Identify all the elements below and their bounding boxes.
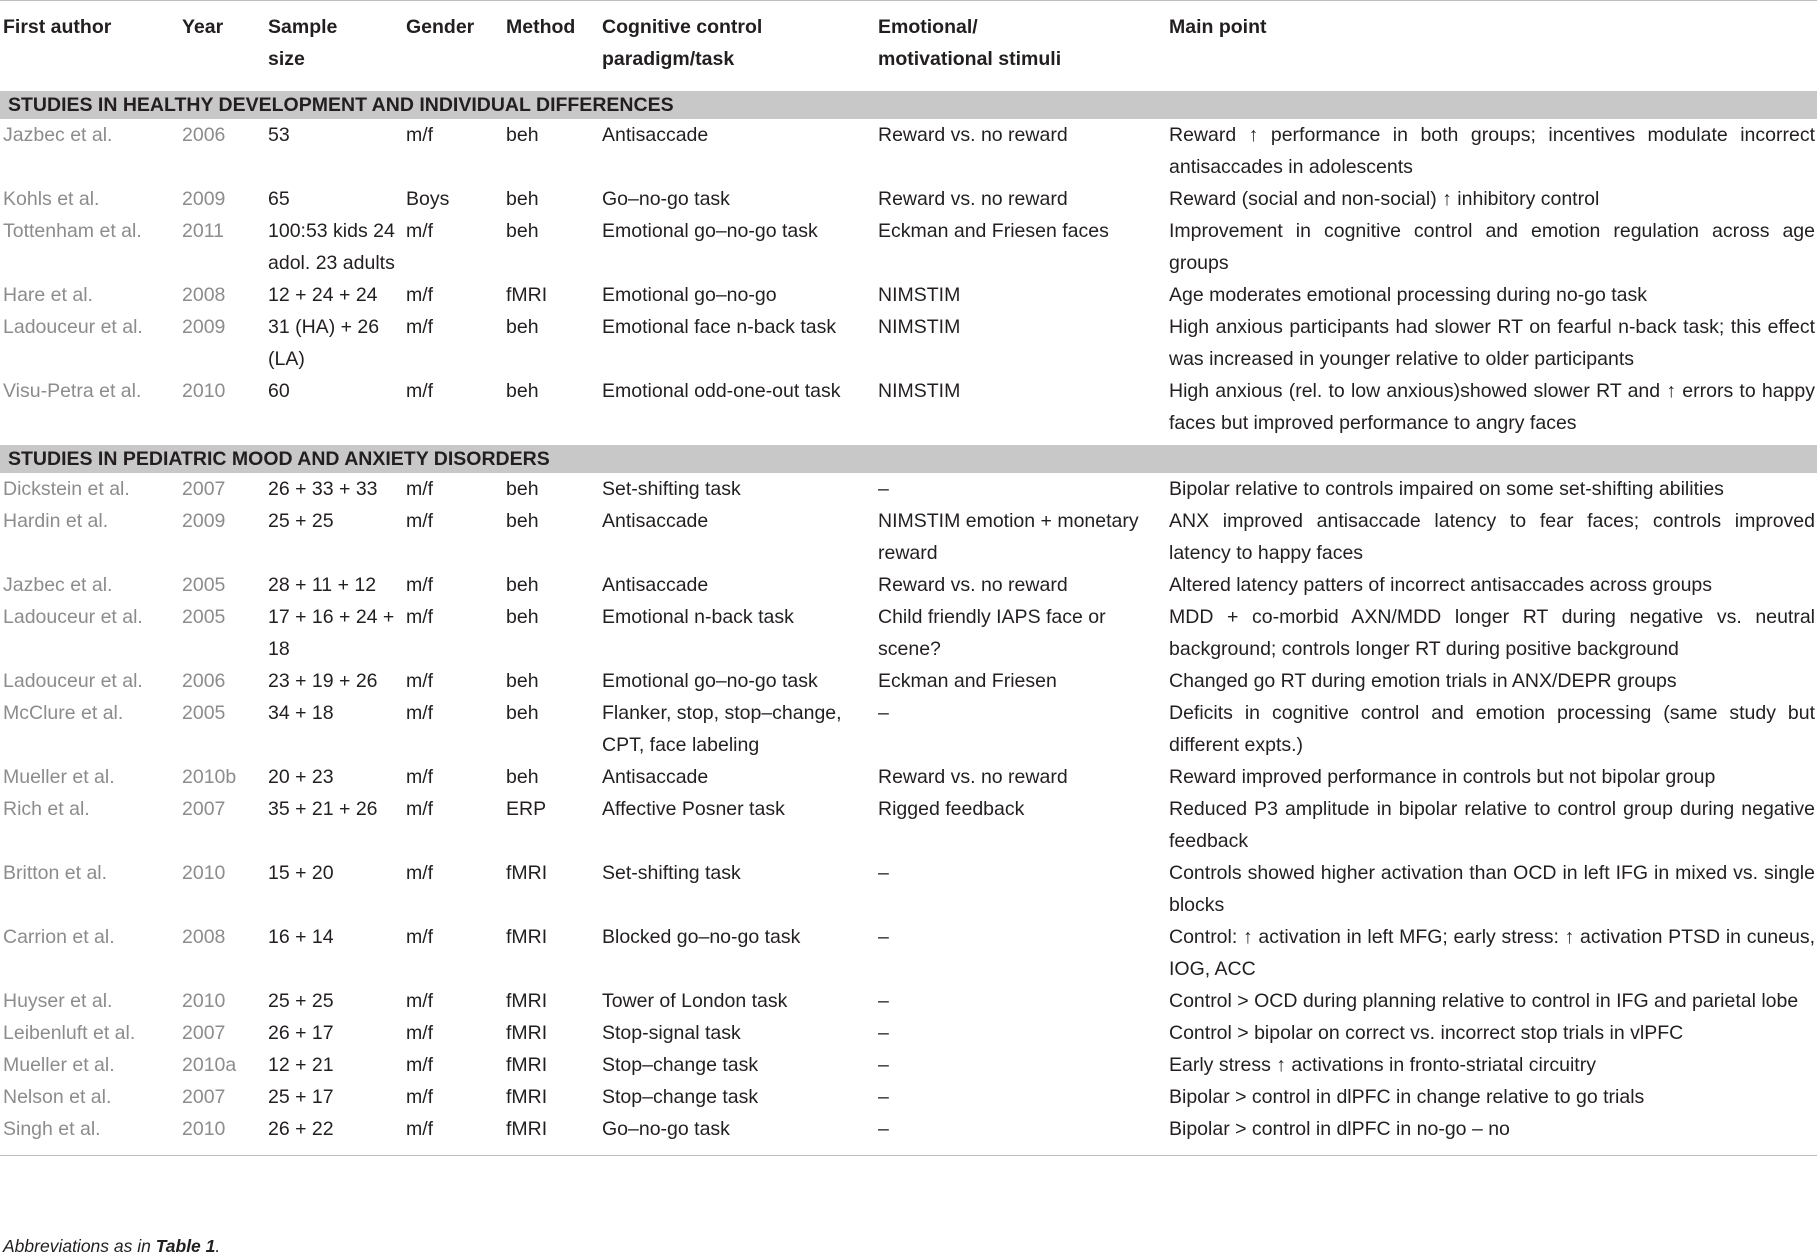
cell-year: 2010 bbox=[178, 1113, 264, 1156]
cell-gender: m/f bbox=[406, 1054, 434, 1076]
table-row bbox=[0, 473, 1817, 505]
cell-method: beh bbox=[506, 766, 539, 788]
table-row bbox=[0, 569, 1817, 601]
cell-task: Stop-signal task bbox=[602, 1022, 741, 1044]
cell-main: Reward ↑ performance in both groups; incentives modulate incorrect antisaccades in adolescents bbox=[1169, 124, 1815, 178]
cell-task: Emotional odd-one-out task bbox=[602, 380, 841, 402]
cell-year: 2010 bbox=[182, 380, 226, 402]
cell-author: Mueller et al. bbox=[3, 766, 115, 788]
cell-method: fMRI bbox=[506, 284, 548, 306]
header-stimuli-label-1: Emotional/ bbox=[878, 16, 978, 38]
cell-year: 2008 bbox=[182, 284, 226, 306]
cell-author: Huyser et al. bbox=[3, 990, 113, 1012]
cell-year: 2009 bbox=[182, 510, 226, 532]
cell-gender: m/f bbox=[406, 510, 434, 532]
cell-task: Antisaccade bbox=[602, 766, 709, 788]
cell-main: Changed go RT during emotion trials in ANX/DEPR groups bbox=[1169, 670, 1677, 692]
cell-main: Bipolar > control in dlPFC in no-go – no bbox=[1165, 1113, 1817, 1156]
cell-gender: m/f bbox=[406, 380, 434, 402]
header-year-label: Year bbox=[182, 16, 224, 38]
cell-year: 2007 bbox=[182, 1086, 226, 1108]
cell-stimuli: NIMSTIM emotion + monetary reward bbox=[878, 510, 1139, 564]
cell-author: Dickstein et al. bbox=[3, 478, 130, 500]
cell-method: fMRI bbox=[506, 1086, 548, 1108]
cell-main: Bipolar relative to controls impaired on some set-shifting abilities bbox=[1169, 478, 1724, 500]
cell-main: Reward (social and non-social) ↑ inhibitory control bbox=[1169, 188, 1600, 210]
cell-sample: 65 bbox=[268, 188, 290, 210]
cell-gender: m/f bbox=[406, 220, 434, 242]
cell-stimuli: Child friendly IAPS face or scene? bbox=[878, 606, 1106, 660]
cell-task: Go–no-go task bbox=[602, 188, 730, 210]
cell-method: beh bbox=[506, 606, 539, 628]
cell-author: Singh et al. bbox=[0, 1113, 178, 1156]
cell-method: ERP bbox=[506, 798, 547, 820]
cell-stimuli: NIMSTIM bbox=[878, 316, 961, 338]
cell-task: Tower of London task bbox=[602, 990, 788, 1012]
table-row bbox=[0, 665, 1817, 697]
header-method bbox=[502, 1, 598, 89]
cell-main: Age moderates emotional processing during no-go task bbox=[1169, 284, 1648, 306]
cell-method: fMRI bbox=[506, 1022, 548, 1044]
table-row bbox=[0, 183, 1817, 215]
cell-sample: 12 + 24 + 24 bbox=[268, 284, 378, 306]
cell-sample: 26 + 33 + 33 bbox=[268, 478, 378, 500]
cell-stimuli: – bbox=[878, 702, 889, 724]
cell-task: Set-shifting task bbox=[602, 862, 741, 884]
cell-task: Emotional face n-back task bbox=[602, 316, 837, 338]
cell-author: Leibenluft et al. bbox=[3, 1022, 136, 1044]
cell-gender: m/f bbox=[406, 284, 434, 306]
footnote-table-ref: Table 1 bbox=[155, 1236, 216, 1256]
cell-main: Improvement in cognitive control and emotion regulation across age groups bbox=[1169, 220, 1815, 274]
cell-year: 2010 bbox=[182, 990, 226, 1012]
cell-stimuli: – bbox=[878, 862, 889, 884]
cell-task: Emotional go–no-go task bbox=[602, 220, 818, 242]
header-sample-size bbox=[264, 1, 402, 89]
section-header-row bbox=[0, 442, 1817, 473]
cell-method: beh bbox=[506, 574, 539, 596]
cell-sample: 28 + 11 + 12 bbox=[268, 574, 377, 596]
table-row bbox=[0, 1017, 1817, 1049]
cell-sample: 12 + 21 bbox=[268, 1054, 334, 1076]
cell-method: beh bbox=[506, 510, 539, 532]
header-task bbox=[598, 1, 874, 89]
cell-year: 2010b bbox=[182, 766, 237, 788]
cell-sample: 31 (HA) + 26 (LA) bbox=[268, 316, 380, 370]
cell-method: fMRI bbox=[506, 1054, 548, 1076]
cell-year: 2011 bbox=[182, 220, 224, 242]
table-row bbox=[0, 1081, 1817, 1113]
cell-stimuli: Reward vs. no reward bbox=[878, 124, 1068, 146]
cell-gender: m/f bbox=[406, 670, 434, 692]
cell-gender: m/f bbox=[406, 1022, 434, 1044]
cell-year: 2009 bbox=[182, 188, 226, 210]
cell-sample: 17 + 16 + 24 + 18 bbox=[268, 606, 395, 660]
cell-stimuli: – bbox=[878, 478, 889, 500]
cell-sample: 53 bbox=[268, 124, 290, 146]
cell-task: Stop–change task bbox=[602, 1054, 759, 1076]
cell-year: 2007 bbox=[182, 478, 226, 500]
cell-author: Jazbec et al. bbox=[3, 574, 113, 596]
cell-task: Flanker, stop, stop–change, CPT, face labeling bbox=[602, 702, 842, 756]
cell-task: Antisaccade bbox=[602, 124, 709, 146]
cell-sample: 26 + 17 bbox=[268, 1022, 334, 1044]
cell-sample: 23 + 19 + 26 bbox=[268, 670, 378, 692]
cell-main: Reduced P3 amplitude in bipolar relative to control group during negative feedback bbox=[1169, 798, 1815, 852]
cell-gender: m/f bbox=[406, 798, 434, 820]
table-body bbox=[0, 88, 1817, 1156]
cell-method: beh bbox=[506, 702, 539, 724]
table-row bbox=[0, 857, 1817, 921]
cell-method: beh bbox=[506, 670, 539, 692]
header-gender bbox=[402, 1, 502, 89]
cell-main: Controls showed higher activation than OCD in left IFG in mixed vs. single blocks bbox=[1169, 862, 1815, 916]
cell-method: fMRI bbox=[506, 990, 548, 1012]
table-row bbox=[0, 601, 1817, 665]
cell-stimuli: – bbox=[874, 1113, 1165, 1156]
cell-author: Hardin et al. bbox=[3, 510, 109, 532]
cell-author: Britton et al. bbox=[3, 862, 108, 884]
cell-year: 2006 bbox=[182, 124, 226, 146]
table-row bbox=[0, 215, 1817, 279]
table-row bbox=[0, 119, 1817, 183]
cell-sample: 34 + 18 bbox=[268, 702, 334, 724]
header-sample-label-2: size bbox=[268, 48, 305, 70]
cell-author: Rich et al. bbox=[3, 798, 90, 820]
cell-stimuli: Eckman and Friesen faces bbox=[878, 220, 1109, 242]
header-row bbox=[0, 1, 1817, 89]
cell-gender: m/f bbox=[406, 926, 434, 948]
cell-task: Emotional n-back task bbox=[602, 606, 794, 628]
cell-sample: 25 + 17 bbox=[268, 1086, 334, 1108]
cell-main: Control: ↑ activation in left MFG; early stress: ↑ activation PTSD in cuneus, IOG, ACC bbox=[1169, 926, 1815, 980]
cell-year: 2010 bbox=[182, 862, 226, 884]
cell-stimuli: Reward vs. no reward bbox=[878, 574, 1068, 596]
cell-gender: m/f bbox=[406, 124, 434, 146]
cell-stimuli: – bbox=[878, 1086, 889, 1108]
cell-main: Deficits in cognitive control and emotion processing (same study but different expts.) bbox=[1169, 702, 1815, 756]
table-row bbox=[0, 279, 1817, 311]
cell-main: Control > OCD during planning relative to control in IFG and parietal lobe bbox=[1169, 990, 1799, 1012]
table-row bbox=[0, 697, 1817, 761]
cell-task: Affective Posner task bbox=[602, 798, 785, 820]
cell-task: Stop–change task bbox=[602, 1086, 759, 1108]
cell-task: Emotional go–no-go task bbox=[602, 670, 818, 692]
cell-task: Go–no-go task bbox=[598, 1113, 874, 1156]
table-row bbox=[0, 375, 1817, 442]
cell-method: fMRI bbox=[506, 862, 548, 884]
cell-stimuli: – bbox=[878, 1022, 889, 1044]
cell-gender: Boys bbox=[406, 188, 450, 210]
cell-main: High anxious participants had slower RT on fearful n-back task; this effect was increased in younger relative to older participants bbox=[1169, 316, 1815, 370]
header-first-author-label: First author bbox=[3, 16, 112, 38]
header-gender-label: Gender bbox=[406, 16, 475, 38]
cell-method: beh bbox=[506, 124, 539, 146]
cell-gender: m/f bbox=[406, 606, 434, 628]
cell-author: Visu-Petra et al. bbox=[3, 380, 142, 402]
cell-method: beh bbox=[506, 478, 539, 500]
cell-task: Emotional go–no-go bbox=[602, 284, 777, 306]
cell-year: 2006 bbox=[182, 670, 226, 692]
cell-gender: m/f bbox=[402, 1113, 502, 1156]
cell-year: 2007 bbox=[182, 1022, 226, 1044]
header-task-label-1: Cognitive control bbox=[602, 16, 763, 38]
table-row bbox=[0, 1113, 1817, 1156]
cell-author: Kohls et al. bbox=[3, 188, 100, 210]
table-row bbox=[0, 1049, 1817, 1081]
cell-task: Antisaccade bbox=[602, 574, 709, 596]
cell-year: 2007 bbox=[182, 798, 226, 820]
section-title: STUDIES IN PEDIATRIC MOOD AND ANXIETY DISORDERS bbox=[0, 442, 1817, 473]
cell-author: Ladouceur et al. bbox=[3, 670, 143, 692]
cell-stimuli: Eckman and Friesen bbox=[878, 670, 1057, 692]
cell-author: Ladouceur et al. bbox=[3, 606, 143, 628]
cell-gender: m/f bbox=[406, 702, 434, 724]
footnote-text: Abbreviations as in bbox=[3, 1236, 156, 1256]
section-header-row bbox=[0, 88, 1817, 119]
cell-method: fMRI bbox=[506, 926, 548, 948]
cell-year: 2005 bbox=[182, 702, 226, 724]
cell-sample: 35 + 21 + 26 bbox=[268, 798, 378, 820]
table-row bbox=[0, 761, 1817, 793]
cell-task: Set-shifting task bbox=[602, 478, 741, 500]
cell-author: Carrion et al. bbox=[3, 926, 115, 948]
cell-author: Jazbec et al. bbox=[3, 124, 113, 146]
cell-sample: 60 bbox=[268, 380, 290, 402]
cell-stimuli: Rigged feedback bbox=[878, 798, 1025, 820]
cell-method: beh bbox=[506, 220, 539, 242]
cell-main: Early stress ↑ activations in fronto-striatal circuitry bbox=[1169, 1054, 1596, 1076]
header-stimuli bbox=[874, 1, 1165, 89]
cell-stimuli: – bbox=[878, 926, 889, 948]
cell-gender: m/f bbox=[406, 862, 434, 884]
table-row bbox=[0, 793, 1817, 857]
cell-gender: m/f bbox=[406, 766, 434, 788]
cell-method: beh bbox=[506, 188, 539, 210]
cell-gender: m/f bbox=[406, 316, 434, 338]
cell-author: Mueller et al. bbox=[3, 1054, 115, 1076]
cell-task: Blocked go–no-go task bbox=[602, 926, 801, 948]
cell-sample: 25 + 25 bbox=[268, 510, 334, 532]
footnote bbox=[3, 1236, 220, 1257]
cell-gender: m/f bbox=[406, 1086, 434, 1108]
header-year bbox=[178, 1, 264, 89]
cell-year: 2008 bbox=[182, 926, 226, 948]
table-row bbox=[0, 985, 1817, 1017]
header-main-point-label: Main point bbox=[1169, 16, 1267, 38]
cell-stimuli: NIMSTIM bbox=[878, 380, 961, 402]
cell-sample: 26 + 22 bbox=[264, 1113, 402, 1156]
header-sample-label-1: Sample bbox=[268, 16, 338, 38]
table-row bbox=[0, 921, 1817, 985]
cell-author: Tottenham et al. bbox=[3, 220, 142, 242]
cell-main: MDD + co-morbid AXN/MDD longer RT during negative vs. neutral background; controls longer RT during positive background bbox=[1169, 606, 1815, 660]
cell-task: Antisaccade bbox=[602, 510, 709, 532]
cell-method: beh bbox=[506, 316, 539, 338]
table-header bbox=[0, 1, 1817, 89]
header-stimuli-label-2: motivational stimuli bbox=[878, 48, 1062, 70]
cell-sample: 100:53 kids 24 adol. 23 adults bbox=[268, 220, 395, 274]
header-first-author bbox=[0, 1, 178, 89]
cell-main: Reward improved performance in controls but not bipolar group bbox=[1169, 766, 1716, 788]
cell-stimuli: – bbox=[878, 990, 889, 1012]
cell-sample: 16 + 14 bbox=[268, 926, 334, 948]
cell-year: 2010a bbox=[182, 1054, 237, 1076]
cell-stimuli: – bbox=[878, 1054, 889, 1076]
cell-main: Bipolar > control in dlPFC in change relative to go trials bbox=[1169, 1086, 1645, 1108]
header-main-point bbox=[1165, 1, 1817, 89]
cell-stimuli: Reward vs. no reward bbox=[878, 766, 1068, 788]
cell-method: fMRI bbox=[502, 1113, 598, 1156]
cell-gender: m/f bbox=[406, 990, 434, 1012]
cell-author: Ladouceur et al. bbox=[3, 316, 143, 338]
cell-author: Nelson et al. bbox=[3, 1086, 112, 1108]
cell-year: 2009 bbox=[182, 316, 226, 338]
header-method-label: Method bbox=[506, 16, 576, 38]
cell-author: McClure et al. bbox=[3, 702, 124, 724]
table-row bbox=[0, 311, 1817, 375]
footnote-period: . bbox=[215, 1236, 221, 1256]
cell-gender: m/f bbox=[406, 478, 434, 500]
cell-main: Control > bipolar on correct vs. incorrect stop trials in vlPFC bbox=[1169, 1022, 1684, 1044]
cell-gender: m/f bbox=[406, 574, 434, 596]
table-row bbox=[0, 505, 1817, 569]
cell-year: 2005 bbox=[182, 574, 226, 596]
cell-year: 2005 bbox=[182, 606, 226, 628]
cell-author: Hare et al. bbox=[3, 284, 93, 306]
cell-main: High anxious (rel. to low anxious)showed slower RT and ↑ errors to happy faces but improved performance to angry faces bbox=[1169, 380, 1815, 434]
cell-stimuli: Reward vs. no reward bbox=[878, 188, 1068, 210]
section-title: STUDIES IN HEALTHY DEVELOPMENT AND INDIVIDUAL DIFFERENCES bbox=[0, 88, 1817, 119]
cell-stimuli: NIMSTIM bbox=[878, 284, 961, 306]
cell-main: Altered latency patters of incorrect antisaccades across groups bbox=[1169, 574, 1713, 596]
cell-sample: 20 + 23 bbox=[268, 766, 334, 788]
cell-main: ANX improved antisaccade latency to fear faces; controls improved latency to happy faces bbox=[1169, 510, 1815, 564]
cell-sample: 15 + 20 bbox=[268, 862, 334, 884]
header-task-label-2: paradigm/task bbox=[602, 48, 735, 70]
cell-method: beh bbox=[506, 380, 539, 402]
cell-sample: 25 + 25 bbox=[268, 990, 334, 1012]
